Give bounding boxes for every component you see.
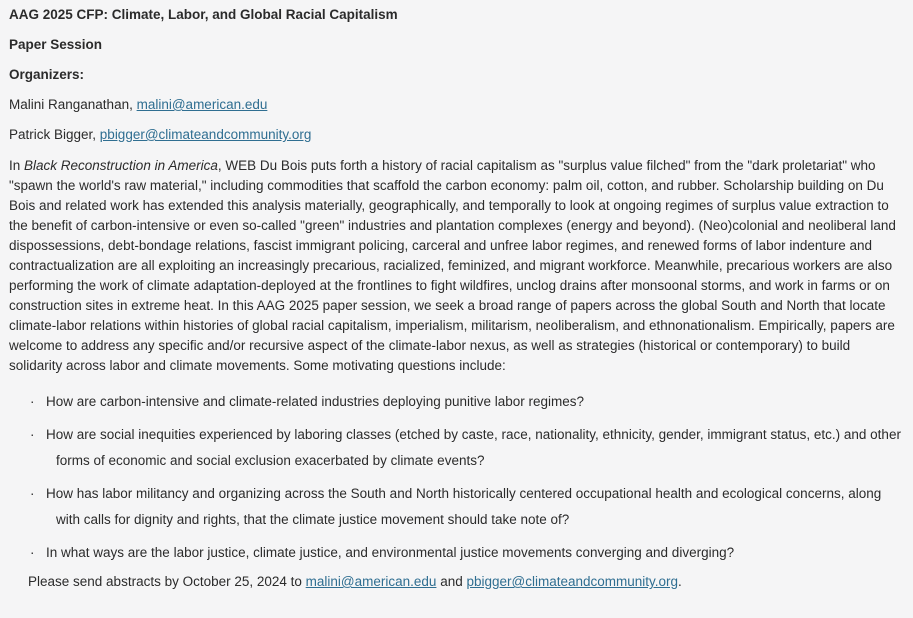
bullet-dot-icon: · — [30, 427, 35, 442]
session-type-label: Paper Session — [9, 37, 103, 52]
bullet-dot-icon: · — [30, 486, 35, 501]
organizer-email-link[interactable]: pbigger@climateandcommunity.org — [99, 127, 312, 142]
bullet-dot-icon: · — [30, 545, 35, 560]
abstract-submission-line — [28, 573, 904, 590]
organizer-email-link[interactable]: malini@american.edu — [136, 97, 268, 112]
closing-suffix-text: . — [678, 574, 682, 589]
list-item — [9, 481, 904, 533]
motivating-questions-list — [9, 389, 904, 566]
organizer-line — [9, 126, 904, 143]
question-text: In what ways are the labor justice, climate justice, and environmental justice movements converging and diverging? — [46, 545, 735, 560]
bullet-dot-icon: · — [30, 394, 35, 409]
list-item — [9, 389, 904, 415]
organizer-line — [9, 96, 904, 113]
closing-prefix-text: Please send abstracts by October 25, 2024 to — [28, 574, 306, 589]
page-title: AAG 2025 CFP: Climate, Labor, and Global Racial Capitalism — [9, 7, 398, 22]
submission-email-link-1[interactable]: malini@american.edu — [305, 574, 437, 589]
organizer-name: Malini Ranganathan, — [9, 97, 137, 112]
book-title-italic: Black Reconstruction in America — [24, 158, 218, 173]
question-text: How has labor militancy and organizing across the South and North historically centered occupational health and ecological concerns, along with calls for dignity and rights, that the climate justice movement should take note of? — [46, 486, 882, 527]
list-item — [9, 540, 904, 566]
list-item — [9, 422, 904, 474]
intro-paragraph — [9, 156, 904, 376]
intro-body-text: , WEB Du Bois puts forth a history of racial capitalism as "surplus value filched" from the "dark proletariat" who "spawn the world's raw material," including commodities that scaffold the carbon economy: palm oil, cotton, and rubber. Scholarship building on Du Bois and related work has extended this analysis materially, geographically, and temporally to look at ongoing regimes of surplus value extraction to the benefit of carbon-intensive or even so-called "green" industries and plantation complexes (energy and beyond). (Neo)colonial and neoliberal land dispossessions, debt-bondage relations, fascist immigrant policing, carceral and unfree labor regimes, and renewed forms of labor indenture and contractualization are all exploiting an increasingly precarious, racialized, feminized, and migrant workforce. Meanwhile, precarious workers are also performing the work of climate adaptation-deployed at the frontlines to fight wildfires, unclog drains after monsoonal storms, and work in farms or on construction sites in extreme heat. In this AAG 2025 paper session, we seek a broad range of papers across the global South and North that locate climate-labor relations within histories of global racial capitalism, imperialism, militarism, neoliberalism, and ethnonationalism. Empirically, papers are welcome to address any specific and/or recursive aspect of the climate-labor nexus, as well as strategies (historical or contemporary) to build solidarity across labor and climate movements. Some motivating questions include: — [9, 158, 896, 373]
organizers-heading: Organizers: — [9, 67, 85, 82]
closing-middle-text: and — [436, 574, 467, 589]
submission-email-link-2[interactable]: pbigger@climateandcommunity.org — [466, 574, 679, 589]
organizer-name: Patrick Bigger, — [9, 127, 100, 142]
question-text: How are carbon-intensive and climate-related industries deploying punitive labor regimes? — [46, 394, 585, 409]
question-text: How are social inequities experienced by laboring classes (etched by caste, race, nationality, ethnicity, gender, immigrant status, etc.) and other forms of economic and social exclusion exacerbated by climate events? — [46, 427, 901, 468]
intro-prefix-text: In — [9, 158, 25, 173]
